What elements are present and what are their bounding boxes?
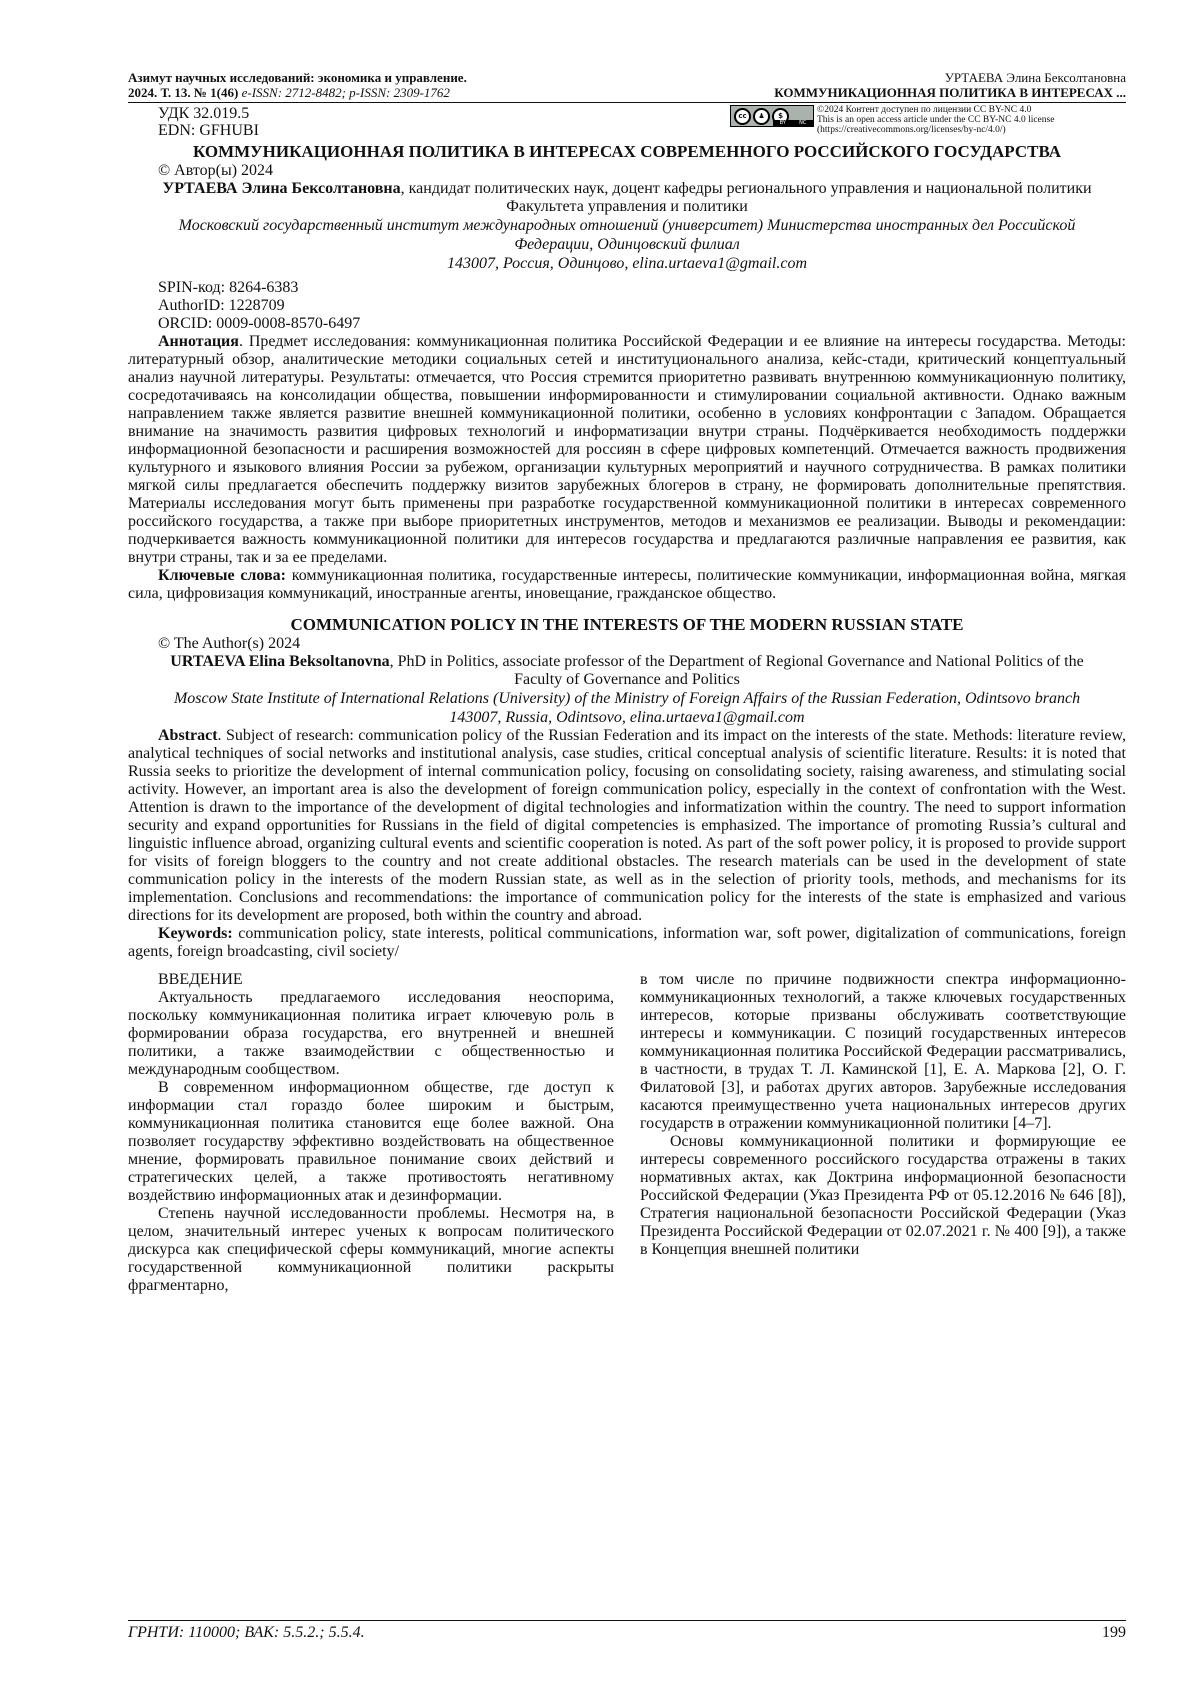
footer-row [128,1623,1126,1643]
affiliation-ru-address: 143007, Россия, Одинцово, elina.urtaeva1@gmail.com [446,255,808,272]
abstract-en-label: Abstract [158,727,218,744]
udk-license-row [128,105,1126,139]
abstract-en [128,727,1126,925]
udk-code: УДК 32.019.5 [158,105,250,122]
author-ru [128,180,1126,216]
spin-code: SPIN-код: 8264-6383 [158,279,299,296]
keywords-en-text: communication policy, state interests, political communications, information war, soft power, digitalization of communications, foreign agents, foreign broadcasting, civil society/ [128,925,1126,960]
udk-block [128,105,259,139]
cc-icon: cc [734,108,751,125]
copyright-ru: © Автор(ы) 2024 [158,162,274,179]
body-columns [128,971,1126,1295]
nc-noncommercial-icon: $ [772,108,789,125]
affiliation-ru-org: Московский государственный институт международных отношений (университет) Министерства иностранных дел Российской Федерации, Одинцовский филиал [178,217,1076,253]
cc-nc-label: NC [799,120,807,126]
body-paragraph: Степень научной исследованности проблемы. Несмотря на, в целом, значительный интерес ученых к вопросам политического дискурса как специфической сферы коммуникаций, многие аспекты государственной коммуникационной политики раскрыты фрагментарно, [128,1205,614,1294]
header-author: УРТАЕВА Элина Бексолтановна [944,70,1126,85]
affiliation-en [128,689,1126,727]
license-url[interactable]: (https://creativecommons.org/licenses/by-nc/4.0/) [817,125,1006,135]
journal-title: Азимут научных исследований: экономика и управление. [128,70,467,85]
body-column-right [640,971,1126,1295]
keywords-en [128,925,1126,961]
body-column-left [128,971,614,1295]
affiliation-en-org: Moscow State Institute of International Relations (University) of the Ministry of Foreign Affairs of the Russian Federation, Odintsovo branch [173,690,1081,707]
article-title-en: COMMUNICATION POLICY IN THE INTERESTS OF THE MODERN RUSSIAN STATE [290,615,964,634]
footer-rule [128,1620,1126,1621]
running-header [128,70,1126,100]
affiliation-en-address: 143007, Russia, Odintsovo, elina.urtaeva1@gmail.com [449,709,805,726]
journal-volume: 2024. Т. 13. № 1(46) [128,85,239,100]
author-name-en: URTAEVA Elina Beksoltanovna [170,653,390,670]
author-desc-en: , PhD in Politics, associate professor of the Department of Regional Governance and National Politics of the Faculty of Governance and Politics [389,653,1084,688]
article-page [128,70,1126,1295]
cc-badge-strip [773,120,813,126]
cc-by-label: BY [779,120,786,126]
license-line-2: This is an open access article under the CC BY-NC 4.0 license [817,115,1055,125]
header-rule [128,102,1126,103]
article-title-ru: КОММУНИКАЦИОННАЯ ПОЛИТИКА В ИНТЕРЕСАХ СОВРЕМЕННОГО РОССИЙСКОГО ГОСУДАРСТВА [192,142,1062,161]
abstract-ru-label: Аннотация [158,333,239,350]
author-en [128,653,1126,689]
body-paragraph: в том числе по причине подвижности спектра информационно-коммуникационных технологий, а также ключевых государственных интересов, которые призваны обслуживать соответствующие интересы и коммуникации. С позиций государственных интересов коммуникационная политика Российской Федерации рассматривались, в частности, в трудах Т. Л. Каминской [1], Е. А. Маркова [2], О. Г. Филатовой [3], и работах других авторов. Зарубежные исследования касаются преимущественно учета национальных интересов других государств в отражении коммуникационной политики [4–7]. [640,971,1126,1132]
section-heading-introduction: ВВЕДЕНИЕ [158,971,243,988]
page-number: 199 [1102,1624,1126,1641]
orcid: ORCID: 0009-0008-8570-6497 [158,315,361,332]
license-line-1: ©2024 Контент доступен по лицензии CC BY-NC 4.0 [817,105,1032,115]
keywords-ru-text: коммуникационная политика, государственные интересы, политические коммуникации, информационная война, мягкая сила, цифровизация коммуникаций, иностранные агенты, иновещание, гражданское общество. [128,567,1127,602]
keywords-ru-label: Ключевые слова: [158,567,286,584]
by-attribution-icon: ♟ [753,108,770,125]
journal-info [128,70,467,100]
cc-license-badge[interactable] [730,105,814,127]
body-paragraph: В современном информационном обществе, где доступ к информации стал гораздо более широким и быстрым, коммуникационная политика становится еще более важной. Она позволяет государству эффективно воздействовать на общественное мнение, формировать правильное понимание своих действий и стратегических целей, а также противостоять негативному воздействию информационных атак и дезинформации. [128,1079,614,1204]
license-text [817,105,1054,135]
keywords-ru [128,567,1126,603]
license-block [730,105,1126,139]
running-footer [128,1620,1126,1643]
author-name-ru: УРТАЕВА Элина Бексолтановна [162,180,401,197]
header-article-title: КОММУНИКАЦИОННАЯ ПОЛИТИКА В ИНТЕРЕСАХ ... [774,85,1126,100]
author-id: AuthorID: 1228709 [158,297,285,314]
affiliation-ru [128,216,1126,273]
author-identifiers [128,279,1126,333]
body-paragraph: Основы коммуникационной политики и формирующие ее интересы современного российского государства отражены в таких нормативных актах, как Доктрина информационной безопасности Российской Федерации (Указ Президента РФ от 05.12.2016 № 646 [8]), Стратегия национальной безопасности Российской Федерации (Указ Президента Российской Федерации от 02.07.2021 г. № 400 [9]), а также в Концепция внешней политики [640,1133,1126,1258]
author-desc-ru: , кандидат политических наук, доцент кафедры регионального управления и национальной политики Факультета управления и политики [400,180,1092,215]
abstract-en-text: . Subject of research: communication policy of the Russian Federation and its impact on the interests of the state. Methods: literature review, analytical techniques of social networks and institutional analysis, case studies, critical conceptual analysis of scientific literature. Results: it is noted that Russia seeks to prioritize the development of internal communication policy, focusing on consolidating society, raising awareness, and stimulating social activity. However, an important area is also the development of foreign communication policy, especially in the context of confrontation with the West. Attention is drawn to the importance of the development of digital technologies and informatization within the country. The need to support information security and expand opportunities for Russians in the field of digital competencies is emphasized. The importance of promoting Russia’s cultural and linguistic influence abroad, organizing cultural events and scientific cooperation is noted. As part of the soft power policy, it is proposed to provide support for visits of foreign bloggers to the country and not create additional obstacles. The research materials can be used in the development of state communication policy in the interests of the modern Russian state, as well as in the selection of priority tools, methods, and mechanisms for its implementation. Conclusions and recommendations: the importance of communication policy for the interests of the state is emphasized and various directions for its development are proposed, both within the country and abroad. [128,727,1126,924]
body-paragraph: Актуальность предлагаемого исследования неоспорима, поскольку коммуникационная политика играет ключевую роль в формировании образа государства, его внутренней и внешней политики, а также взаимодействии с общественностью и международным сообществом. [128,989,614,1078]
classifier-codes: ГРНТИ: 110000; ВАК: 5.5.2.; 5.5.4. [128,1624,365,1641]
abstract-ru-text: . Предмет исследования: коммуникационная политика Российской Федерации и ее влияние на интересы государства. Методы: литературный обзор, аналитические методики социальных сетей и институционального анализа, кейс-стади, критический концептуальный анализ научной литературы. Результаты: отмечается, что Россия стремится приоритетно развивать внутреннюю коммуникационную политику, сосредотачиваясь на консолидации общества, повышении информированности и стимулировании социальной активности. Однако важным направлением также является развитие внешней коммуникационной политики, особенно в условиях конфронтации с Западом. Обращается внимание на значимость развития цифровых технологий и информатизации внутри страны. Подчёркивается необходимость поддержки информационной безопасности и расширения возможностей для россиян в сфере цифровых компетенций. Отмечается важность продвижения культурного и языкового влияния России за рубежом, организации культурных мероприятий и научного сотрудничества. В рамках политики мягкой силы предлагается обеспечить поддержку визитов зарубежных блогеров в страну, не формировать дополнительные препятствия. Материалы исследования могут быть применены при разработке государственной коммуникационной политики в интересах современного российского государства, а также при выборе приоритетных инструментов, методов и механизмов ее реализации. Выводы и рекомендации: подчеркивается важность коммуникационной политики для интересов государства и предлагаются различные направления ее развития, как внутри страны, так и за ее пределами. [128,333,1126,566]
copyright-en: © The Author(s) 2024 [158,635,301,652]
article-short-info [774,70,1126,100]
journal-issn: e-ISSN: 2712-8482; p-ISSN: 2309-1762 [238,85,450,100]
keywords-en-label: Keywords: [158,925,233,942]
edn-code: EDN: GFHUBI [158,122,259,139]
abstract-ru [128,333,1126,567]
